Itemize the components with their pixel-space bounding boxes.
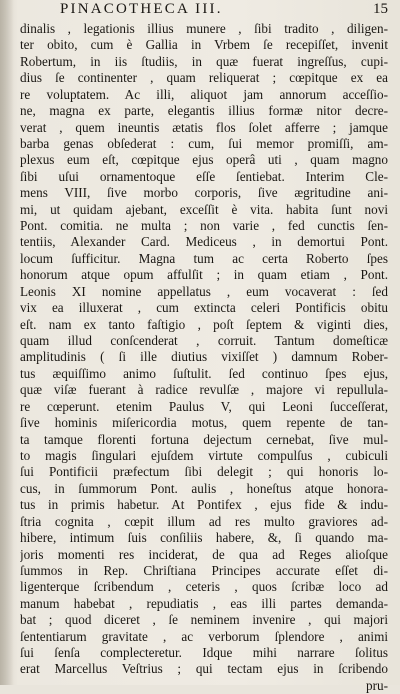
page-gutter-shadow [0,0,14,685]
running-head: PINACOTHECA III. [60,1,223,17]
page-number: 15 [373,1,388,17]
text-line: re voluptatem. Ac illi, aliquot jam annorum acceſſio- [20,86,388,102]
text-line: ſententiarum gravitate , ac verborum ſplendore , animi [20,628,388,644]
text-line: ne, magna ex parte, elegantis illius formæ nitor decre- [20,103,388,119]
text-line: bat ; quod diceret , ſe neminem invenire , qui majori [20,612,388,628]
text-line: mi, ut quidam ajebant, exceſſit è vita. habita ſunt novi [20,201,388,217]
text-line: Leonis XI nomine appellatus , eum vocaverat : ſed [20,283,388,299]
text-line: to magis ſingulari ejuſdem virtute compulſus , cubiculi [20,447,388,463]
text-line: dinalis , legationis illius munere , ſibi tradito , diligen- [20,21,388,36]
text-line: Robertum, in iis ſtudiis, in quæ fuerat ingreſſus, cupi- [20,53,388,69]
text-line: quæ viſæ fuerant à radice revulſæ , majore vi repullula- [20,382,388,398]
text-line: mens VIII, ſive morbo corporis, ſive ægritudine ani- [20,185,388,201]
text-line: re cœperunt. etenim Paulus V, qui Leoni ſucceſſerat, [20,398,388,414]
text-line: tentiis, Alexander Card. Mediceus , in demortui Pont. [20,234,388,250]
text-line: eſt. nam ex tanto faſtigio , poſt ſeptem & viginti dies, [20,316,388,332]
text-line: ſtria cognita , cœpit illum ad res multo graviores ad- [20,513,388,529]
text-line: amplitudinis ( ſi ille diutius vixiſſet ) damnum Rober- [20,349,388,365]
text-line: joris momenti res inciderat, de qua ad Reges alioſque [20,546,388,562]
text-line: ter obito, cum è Gallia in Vrbem ſe recepiſſet, invenit [20,37,388,53]
text-line: plexus eum eſt, cœpitque ejus operâ uti , quam magno [20,152,388,168]
text-line: ſive hominis miſericordia motus, quem repente de tan- [20,415,388,431]
text-line: quam illud conſcenderat , corruit. Tantum domeſticæ [20,333,388,349]
text-line: dius ſe continenter , quam reliquerat ; cœpitque ex ea [20,70,388,86]
text-line: hibere, intimum ſuis conſiliis habere, &, ſi quando ma- [20,530,388,546]
text-line: ſui Pontificii præfectum ſibi delegit ; qui honoris lo- [20,464,388,480]
page-header [30,1,388,21]
text-line: ligenterque ſcribendum , ceteris , quos ſcribæ loco ad [20,579,388,595]
text-line: cus, in ſummorum Pont. aulis , honeſtus atque honora- [20,480,388,496]
text-line: locum ſufficitur. Magna tum ac certa Roberto ſpes [20,250,388,266]
text-line: tus æquiſſimo animo ſuſtulit. ſed continuo ſpes ejus, [20,365,388,381]
text-line: verat , quem ineuntis ætatis flos ſolet afferre ; jamque [20,119,388,135]
text-line: ſummos in Rep. Chriſtiana Principes accurate eſſet di- [20,562,388,578]
text-line: manum habebat , repudiatis , eas illi partes demanda- [20,595,388,611]
text-line: ſibi uſui ornamentoque eſſe ſentiebat. Interim Cle- [20,168,388,184]
text-line: ta tamque florenti fortuna dejectum cernebat, ſive mul- [20,431,388,447]
text-line: vix ea illuxerat , cum extincta celeri Pontificis obitu [20,300,388,316]
text-line: pru- [366,677,388,693]
text-line: erat Marcellus Veſtrius ; qui tectam ejus in ſcribendo [20,661,388,677]
text-line: honorum atque opum affulſit ; in quam etiam , Pont. [20,267,388,283]
text-line: ſui ſenſa complecteretur. Idque mihi narrare ſolitus [20,645,388,661]
text-line: barba genas obſederat : cum, ſui memor promiſſi, am- [20,135,388,151]
body-text [20,21,388,694]
text-line: tus in primis habetur. At Pontifex , ejus fide & indu- [20,497,388,513]
text-line: Pont. comitia. ne multa ; non varie , fed cunctis ſen- [20,218,388,234]
